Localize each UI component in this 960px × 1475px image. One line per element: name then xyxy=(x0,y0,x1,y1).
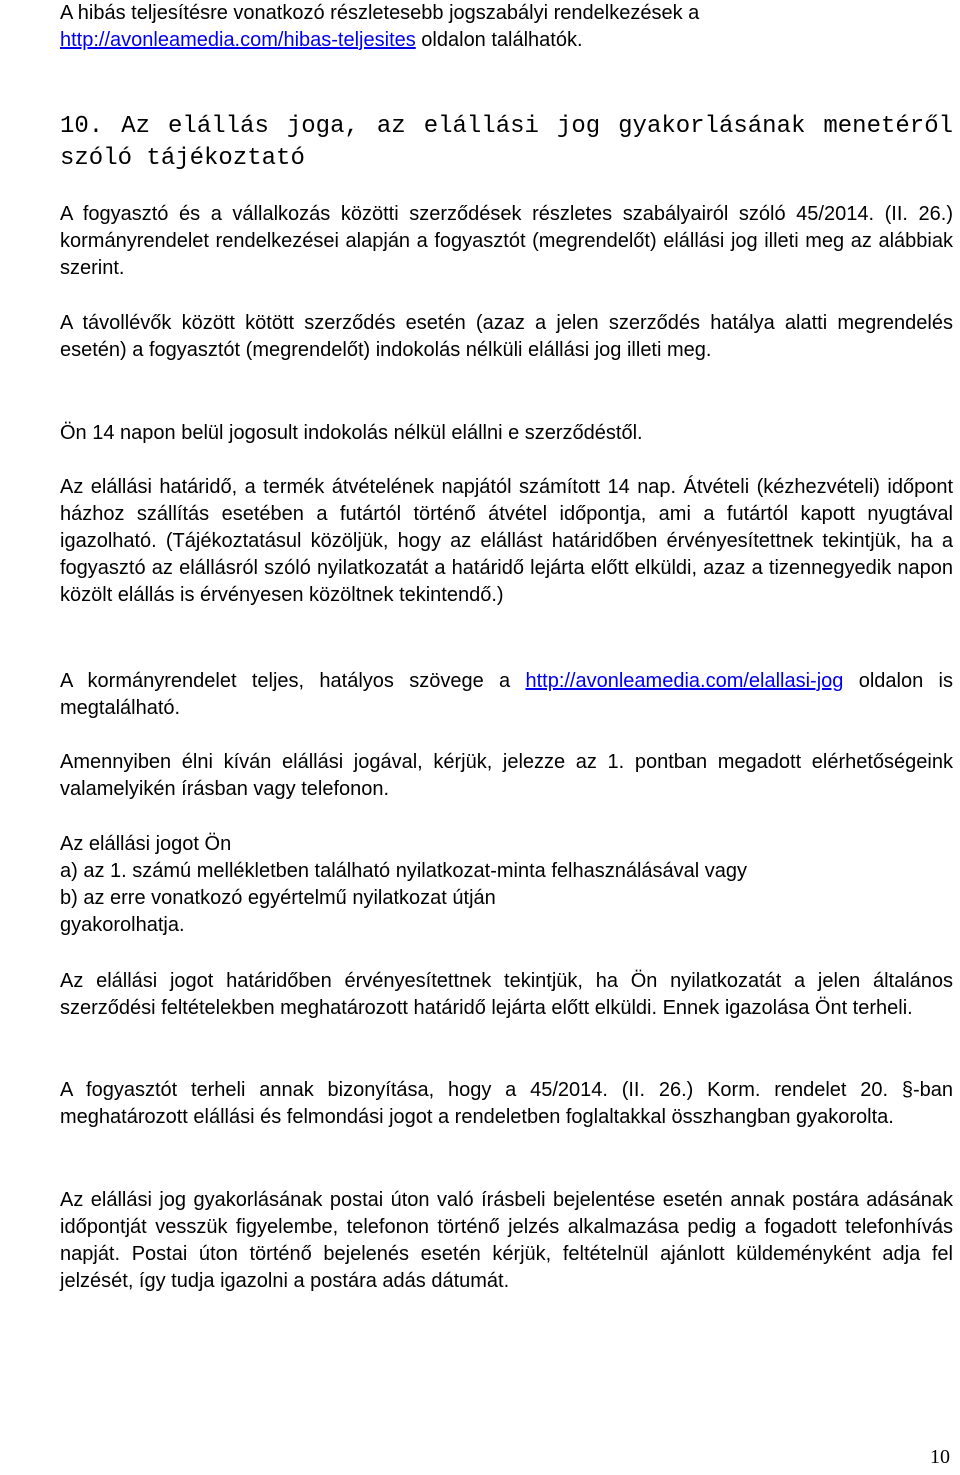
intro-text-end: oldalon találhatók. xyxy=(415,29,583,51)
paragraph-7-line: Az elállási jogot Ön xyxy=(60,833,232,855)
section-heading: 10. Az elállás joga, az elállási jog gyakorlásának menetéről szóló tájékoztató xyxy=(60,113,953,172)
paragraph-5-text-end: oldalon is megtalálható. xyxy=(60,670,953,719)
paragraph-9: A fogyasztót terheli annak bizonyítása, hogy a 45/2014. (II. 26.) Korm. rendelet 20. §-ban meghatározott elállási és felmondási jogot a rendeletben foglaltakkal összhangban gyakorolta. xyxy=(60,1079,953,1128)
paragraph-5-text: A kormányrendelet teljes, hatályos szövege a xyxy=(60,670,526,692)
intro-text: A hibás teljesítésre vonatkozó részletesebb jogszabályi rendelkezések a xyxy=(60,2,700,24)
paragraph-4: Az elállási határidő, a termék átvételének napjától számított 14 nap. Átvételi (kézhezvételi) időpont házhoz szállítás esetében a futártól történő átvétel időpontja, ami a futártól kapott nyugtával igazolható. (Tájékoztatásul közöljük, hogy az elállást határidőben érvényesítettnek tekintjük, ha a fogyasztó az elállásról szóló nyilatkozatát a határidő lejárta előtt elküldi, azaz a tizennegyedik napon közölt elállás is érvényesen közöltnek tekintendő.) xyxy=(60,476,953,606)
paragraph-2: A távollévők között kötött szerződés esetén (azaz a jelen szerződés hatálya alatti megrendelés esetén) a fogyasztót (megrendelőt) indokolás nélküli elállási jog illeti meg. xyxy=(60,312,953,361)
intro-paragraph xyxy=(60,0,953,54)
paragraph-7-line: gyakorolhatja. xyxy=(60,914,185,936)
paragraph-7 xyxy=(60,831,953,939)
paragraph-10: Az elállási jog gyakorlásának postai úton való írásbeli bejelentése esetén annak postára adásának időpontját vesszük figyelembe, telefonon történő jelzés alkalmazása pedig a fogadott telefonhívás napját. Postai úton történő bejelenés esetén kérjük, feltételnül ajánlott küldeményként adja fel jelzését, így tudja igazolni a postára adás dátumát. xyxy=(60,1189,953,1292)
paragraph-8: Az elállási jogot határidőben érvényesítettnek tekintjük, ha Ön nyilatkozatát a jelen általános szerződési feltételekben meghatározott határidő lejárta előtt elküldi. Ennek igazolása Önt terheli. xyxy=(60,970,953,1019)
paragraph-6: Amennyiben élni kíván elállási jogával, kérjük, jelezze az 1. pontban megadott elérhetőségeink valamelyikén írásban vagy telefonon. xyxy=(60,751,953,800)
paragraph-5 xyxy=(60,668,953,722)
hibas-teljesites-link[interactable]: http://avonleamedia.com/hibas-teljesites xyxy=(60,29,416,51)
paragraph-1: A fogyasztó és a vállalkozás közötti szerződések részletes szabályairól szóló 45/2014. (II. 26.) kormányrendelet rendelkezései alapján a fogyasztót (megrendelőt) elállási jog illeti meg az alábbiak szerint. xyxy=(60,203,953,279)
paragraph-3: Ön 14 napon belül jogosult indokolás nélkül elállni e szerződéstől. xyxy=(60,422,643,444)
paragraph-7-line: a) az 1. számú mellékletben található nyilatkozat-minta felhasználásával vagy xyxy=(60,860,748,882)
paragraph-7-line: b) az erre vonatkozó egyértelmű nyilatkozat útján xyxy=(60,887,496,909)
elallasi-jog-link[interactable]: http://avonleamedia.com/elallasi-jog xyxy=(525,670,844,692)
page-number: 10 xyxy=(930,1446,950,1468)
